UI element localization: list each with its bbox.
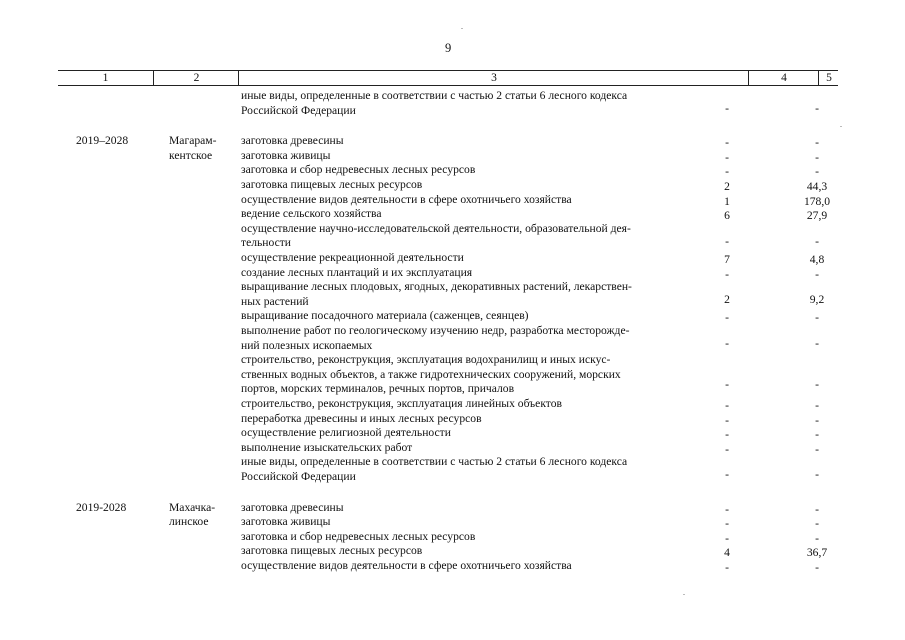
activity-text: заготовка пищевых лесных ресурсов <box>241 178 423 191</box>
forestry-name: Махачка- <box>169 500 216 514</box>
scan-speck <box>683 594 685 595</box>
volume-value: - <box>725 399 729 412</box>
activity-text: Российской Федерации <box>241 470 356 483</box>
activity-text: ных растений <box>241 294 309 308</box>
volume-value: - <box>725 442 729 456</box>
scan-speck <box>461 28 463 29</box>
volume-value: 2 <box>724 293 730 307</box>
volume-value: - <box>725 136 729 150</box>
activity-text: портов, морских терминалов, речных портов, причалов <box>241 382 515 396</box>
volume-value: 2 <box>724 180 730 193</box>
activity-text: осуществление видов деятельности в сфере охотничьего хозяйства <box>241 559 572 572</box>
volume-value: - <box>725 428 729 442</box>
activity-text: создание лесных плантаций и их эксплуатация <box>241 265 473 279</box>
header-col-1: 1 <box>102 72 109 84</box>
activity-text: осуществление рекреационной деятельности <box>241 251 464 264</box>
volume-value: - <box>725 531 729 545</box>
area-value: - <box>815 150 819 164</box>
volume-value: - <box>725 377 729 391</box>
activity-text: выращивание лесных плодовых, ягодных, декоративных растений, лекарствен- <box>241 280 632 294</box>
activity-text: заготовка древесины <box>241 500 344 514</box>
area-value: - <box>815 136 819 150</box>
area-value: - <box>815 337 819 350</box>
activity-text: переработка древесины и иных лесных ресурсов <box>241 411 482 425</box>
volume-value: - <box>725 102 729 115</box>
activity-text: выполнение работ по геологическому изучению недр, разработка месторожде- <box>241 324 630 337</box>
activity-text: заготовка живицы <box>241 148 331 162</box>
area-value: - <box>815 468 819 482</box>
activity-text: тельности <box>241 236 291 250</box>
volume-value: - <box>725 468 729 482</box>
activity-text: ний полезных ископаемых <box>241 338 373 352</box>
activity-text: выполнение изыскательских работ <box>241 440 413 454</box>
activity-text: заготовка и сбор недревесных лесных ресурсов <box>241 163 476 177</box>
area-value: - <box>815 428 819 442</box>
forestry-name: кентское <box>169 148 213 162</box>
volume-value: - <box>725 234 729 248</box>
volume-value: - <box>725 413 729 427</box>
volume-value: 6 <box>724 209 730 223</box>
volume-value: 7 <box>724 253 730 266</box>
area-value: - <box>815 399 819 412</box>
period-text: 2019–2028 <box>76 134 129 148</box>
area-value: 9,2 <box>809 293 825 307</box>
area-value: 36,7 <box>806 546 828 560</box>
area-value: - <box>815 165 819 179</box>
area-value: - <box>815 413 819 427</box>
area-value: - <box>815 502 819 516</box>
area-value: 44,3 <box>806 180 828 193</box>
scan-speck <box>840 126 842 127</box>
table-header-rule <box>58 85 838 86</box>
volume-value: - <box>725 150 729 164</box>
header-col-2: 2 <box>153 71 239 85</box>
header-col-5: 5 <box>818 71 839 85</box>
area-value: - <box>815 517 819 531</box>
activity-text: строительство, реконструкция, эксплуатация линейных объектов <box>241 397 562 410</box>
volume-value: - <box>725 267 729 281</box>
volume-value: - <box>725 561 729 574</box>
forestry-name: линское <box>169 515 209 529</box>
activity-text: осуществление научно-исследовательской деятельности, образовательной дея- <box>241 221 631 235</box>
volume-value: - <box>725 311 729 325</box>
area-value: - <box>815 102 819 115</box>
area-value: - <box>815 234 819 248</box>
activity-text: осуществление религиозной деятельности <box>241 426 451 440</box>
forestry-name: Магарам- <box>169 134 217 148</box>
area-value: - <box>815 267 819 281</box>
activity-text: выращивание посадочного материала (саженцев, сеянцев) <box>241 309 529 323</box>
area-value: - <box>815 442 819 456</box>
volume-value: - <box>725 337 729 350</box>
page-number: 9 <box>445 41 452 55</box>
activity-text: заготовка пищевых лесных ресурсов <box>241 544 423 558</box>
volume-value: - <box>725 517 729 531</box>
activity-text: заготовка древесины <box>241 134 344 148</box>
activity-text: осуществление видов деятельности в сфере охотничьего хозяйства <box>241 192 572 206</box>
area-value: - <box>815 377 819 391</box>
area-value: 178,0 <box>803 194 831 208</box>
table-header <box>58 71 838 85</box>
area-value: 4,8 <box>809 253 825 266</box>
activity-text: ведение сельского хозяйства <box>241 207 382 221</box>
volume-value: 4 <box>724 546 730 560</box>
header-col-3: 3 <box>238 71 749 85</box>
volume-value: 1 <box>724 194 730 208</box>
activity-text: ственных водных объектов, а также гидротехнических сооружений, морских <box>241 367 621 381</box>
activity-text: заготовка живицы <box>241 515 331 529</box>
area-value: - <box>815 311 819 325</box>
area-value: - <box>815 531 819 545</box>
volume-value: - <box>725 502 729 516</box>
activity-text: заготовка и сбор недревесных лесных ресурсов <box>241 529 476 543</box>
activity-text: строительство, реконструкция, эксплуатация водохранилищ и иных искус- <box>241 353 611 367</box>
activity-text: иные виды, определенные в соответствии с частью 2 статьи 6 лесного кодекса <box>241 455 628 469</box>
area-value: 27,9 <box>806 209 828 223</box>
volume-value: - <box>725 165 729 179</box>
activity-text: Российской Федерации <box>241 103 356 117</box>
header-col-4: 4 <box>748 71 819 85</box>
area-value: - <box>815 561 819 574</box>
activity-text: иные виды, определенные в соответствии с частью 2 статьи 6 лесного кодекса <box>241 89 628 102</box>
period-text: 2019-2028 <box>76 500 127 514</box>
